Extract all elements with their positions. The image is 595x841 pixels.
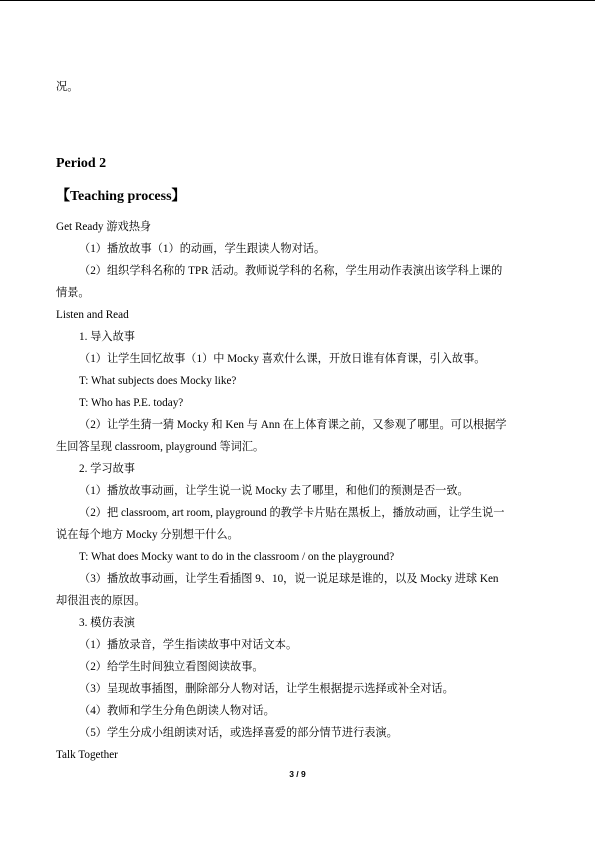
text-line: 1. 导入故事 bbox=[79, 331, 135, 343]
text-line: （1）让学生回忆故事（1）中 Mocky 喜欢什么课，开放日谁有体育课，引入故事。 bbox=[79, 353, 486, 365]
text-line: （1）播放故事动画，让学生说一说 Mocky 去了哪里，和他们的预测是否一致。 bbox=[79, 485, 469, 497]
page-number: 3 / 9 bbox=[289, 769, 306, 779]
text-line: 3. 模仿表演 bbox=[79, 617, 135, 629]
text-line: （1）播放故事（1）的动画，学生跟读人物对话。 bbox=[79, 243, 326, 255]
text-line: T: What subjects does Mocky like? bbox=[79, 375, 237, 387]
section-title: 【Teaching process】 bbox=[56, 189, 186, 204]
text-line: （3）播放故事动画，让学生看插图 9、10，说一说足球是谁的，以及 Mocky 进球 Ken bbox=[79, 573, 499, 585]
text-line: （3）呈现故事插图，删除部分人物对话，让学生根据提示选择或补全对话。 bbox=[79, 683, 454, 695]
period-title: Period 2 bbox=[56, 156, 107, 171]
text-line: （4）教师和学生分角色朗读人物对话。 bbox=[79, 705, 275, 717]
text-line-listen-and-read: Listen and Read bbox=[56, 309, 129, 321]
text-line: 生回答呈现 classroom, playground 等词汇。 bbox=[56, 441, 265, 453]
continuation-text: 况。 bbox=[56, 81, 79, 93]
text-line-talk-together: Talk Together bbox=[56, 749, 118, 761]
text-line: （2）给学生时间独立看图阅读故事。 bbox=[79, 661, 264, 673]
text-line: （2）把 classroom, art room, playground 的教学卡片贴在黑板上，播放动画，让学生说一 bbox=[79, 507, 505, 519]
text-line: 2. 学习故事 bbox=[79, 463, 135, 475]
text-line: （1）播放录音，学生指读故事中对话文本。 bbox=[79, 639, 298, 651]
text-line: T: What does Mocky want to do in the classroom / on the playground? bbox=[79, 551, 395, 563]
text-line: T: Who has P.E. today? bbox=[79, 397, 184, 409]
text-line: 情景。 bbox=[56, 287, 90, 299]
text-line: 说在每个地方 Mocky 分别想干什么。 bbox=[56, 529, 239, 541]
text-line: （2）让学生猜一猜 Mocky 和 Ken 与 Ann 在上体育课之前，又参观了哪里。可以根据学 bbox=[79, 419, 507, 431]
text-line: 却很沮丧的原因。 bbox=[56, 595, 146, 607]
text-line: （2）组织学科名称的 TPR 活动。教师说学科的名称，学生用动作表演出该学科上课的 bbox=[79, 265, 503, 277]
text-line-get-ready: Get Ready 游戏热身 bbox=[56, 221, 152, 233]
text-line: （5）学生分成小组朗读对话，或选择喜爱的部分情节进行表演。 bbox=[79, 727, 398, 739]
